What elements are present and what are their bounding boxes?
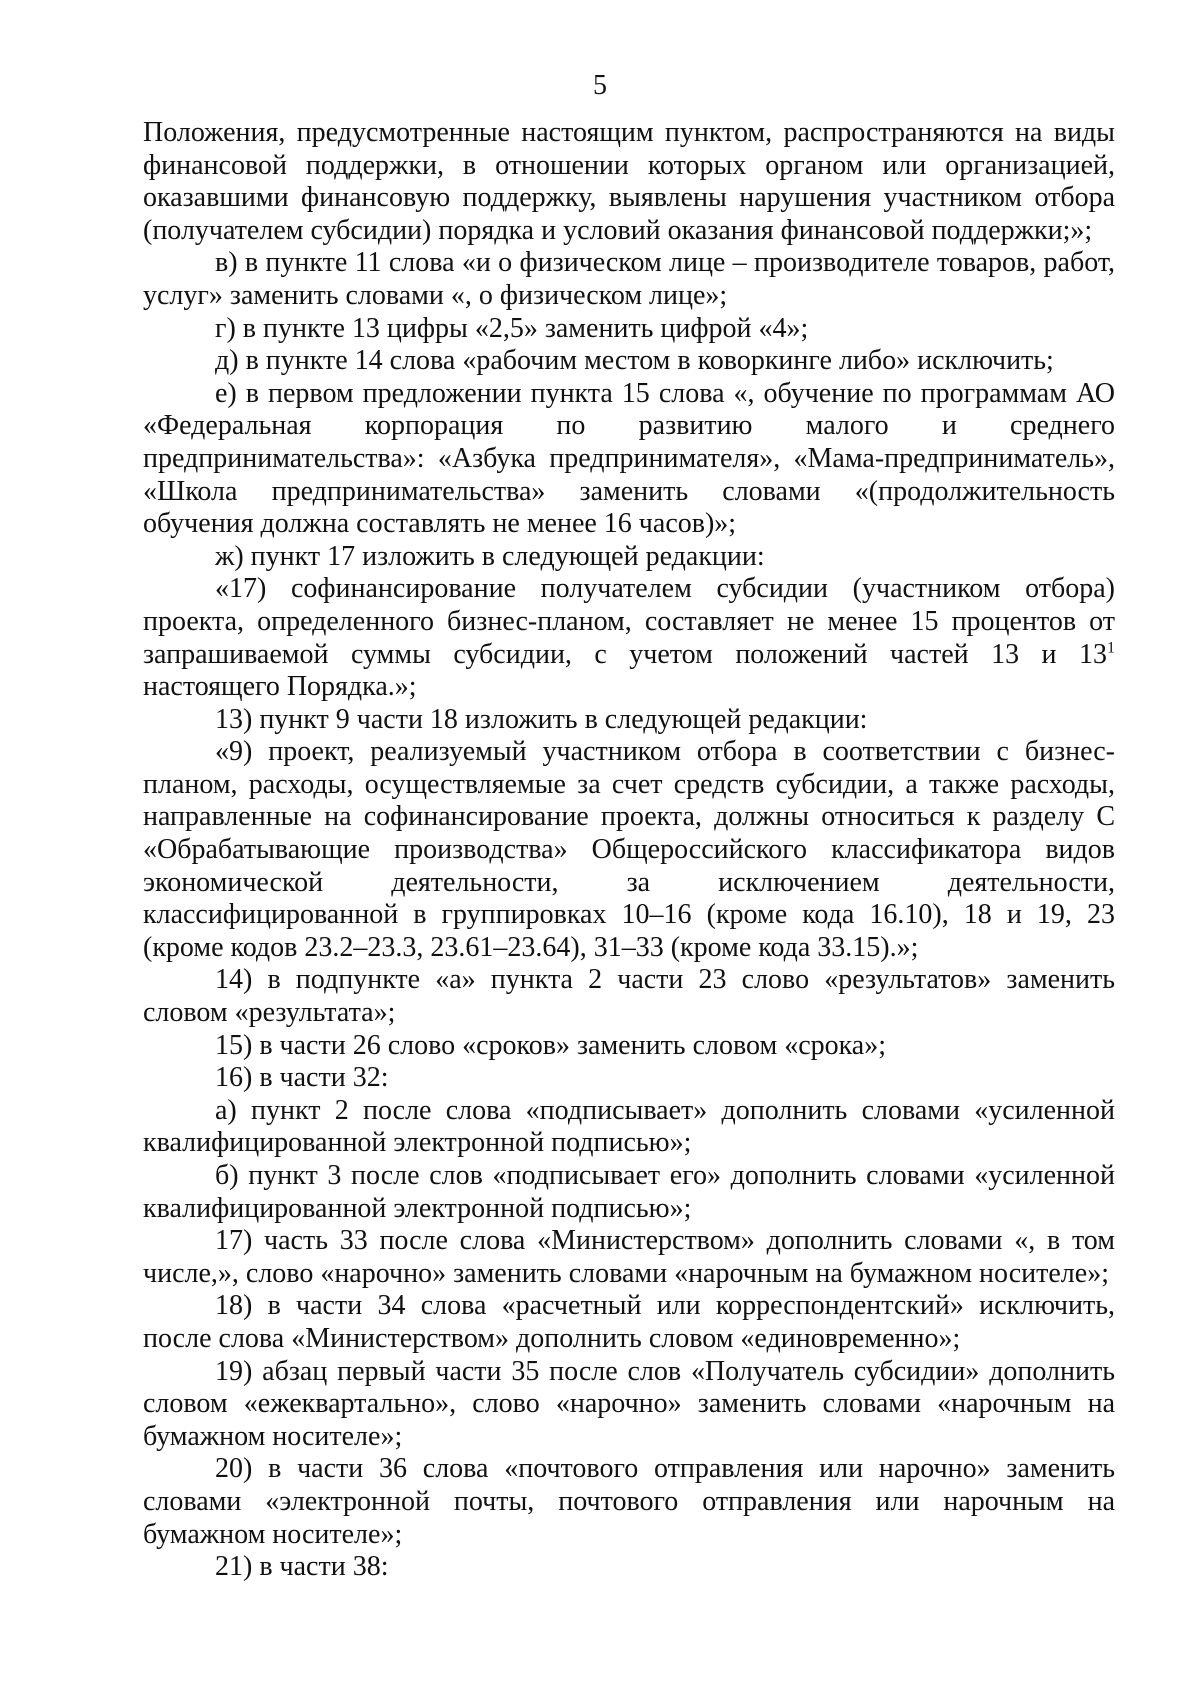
paragraph-continuation: Положения, предусмотренные настоящим пунктом, распространяются на виды финансовой поддержки, в отношении которых органом или организацией, оказавшими финансовую поддержку, выявлены нарушения участником отбора (получателем субсидии) порядка и условий оказания финансовой поддержки;»;	[143, 117, 1115, 246]
paragraph-item-e: е) в первом предложении пункта 15 слова «, обучение по программам АО «Федеральная корпорация по развитию малого и среднего предпринимательства»: «Азбука предпринимателя», «Мама-предприниматель», «Школа предпринимательства» заменить словами «(продолжительность обучения должна составлять не менее 16 часов)»;	[143, 377, 1115, 540]
paragraph-item-16-b: б) пункт 3 после слов «подписывает его» дополнить словами «усиленной квалифицированной электронной подписью»;	[143, 1160, 1115, 1224]
paragraph-item-16-a: а) пункт 2 после слова «подписывает» дополнить словами «усиленной квалифицированной электронной подписью»;	[143, 1094, 1115, 1159]
paragraph-item-18: 18) в части 34 слова «расчетный или корреспондентский» исключить, после слова «Министерством» дополнить словом «единовременно»;	[143, 1290, 1115, 1354]
paragraph-item-19: 19) абзац первый части 35 после слов «Получатель субсидии» дополнить словом «ежеквартально», слово «нарочно» заменить словами «нарочным на бумажном носителе»;	[143, 1355, 1115, 1452]
paragraph-item-17: 17) часть 33 после слова «Министерством» дополнить словами «, в том числе,», слово «нарочно» заменить словами «нарочным на бумажном носителе»;	[143, 1225, 1115, 1289]
superscript-marker: 1	[1107, 639, 1115, 657]
paragraph-item-d: д) в пункте 14 слова «рабочим местом в коворкинге либо» исключить;	[215, 345, 1054, 377]
paragraph-item-15: 15) в части 26 слово «сроков» заменить словом «срока»;	[215, 1029, 887, 1061]
paragraph-item-13: 13) пункт 9 части 18 изложить в следующей редакции:	[215, 703, 868, 735]
paragraph-item-21: 21) в части 38:	[215, 1551, 389, 1583]
paragraph-item-v: в) в пункте 11 слова «и о физическом лице – производителе товаров, работ, услуг» заменить словами «, о физическом лице»;	[143, 247, 1115, 311]
document-body	[143, 117, 1115, 1584]
paragraph-item-14: 14) в подпункте «а» пункта 2 части 23 слово «результатов» заменить словом «результата»;	[143, 964, 1115, 1029]
page-number: 5	[593, 70, 607, 101]
paragraph-item-zh: ж) пункт 17 изложить в следующей редакции:	[215, 540, 765, 572]
paragraph-text-before-superscript: «17) софинансирование получателем субсидии (участником отбора) проекта, определенного бизнес-планом, составляет не менее 15 процентов от запрашиваемой суммы субсидии, с учетом положений частей 13 и 13	[143, 573, 1115, 670]
paragraph-text-after-superscript: настоящего Порядка.»;	[143, 671, 417, 703]
paragraph-item-16: 16) в части 32:	[215, 1062, 389, 1094]
paragraph-item-20: 20) в части 36 слова «почтового отправления или нарочно» заменить словами «электронной почты, почтового отправления или нарочным на бумажном носителе»;	[143, 1453, 1115, 1550]
paragraph-item-17-text	[143, 573, 1115, 703]
paragraph-item-g: г) в пункте 13 цифры «2,5» заменить цифрой «4»;	[215, 312, 809, 344]
paragraph-item-9-text: «9) проект, реализуемый участником отбора в соответствии с бизнес-планом, расходы, осуществляемые за счет средств субсидии, а также расходы, направленные на софинансирование проекта, должны относиться к разделу С «Обрабатывающие производства» Общероссийского классификатора видов экономической деятельности, за исключением деятельности, классифицированной в группировках 10–16 (кроме кода 16.10), 18 и 19, 23 (кроме кодов 23.2–23.3, 23.61–23.64), 31–33 (кроме кода 33.15).»;	[143, 736, 1115, 963]
